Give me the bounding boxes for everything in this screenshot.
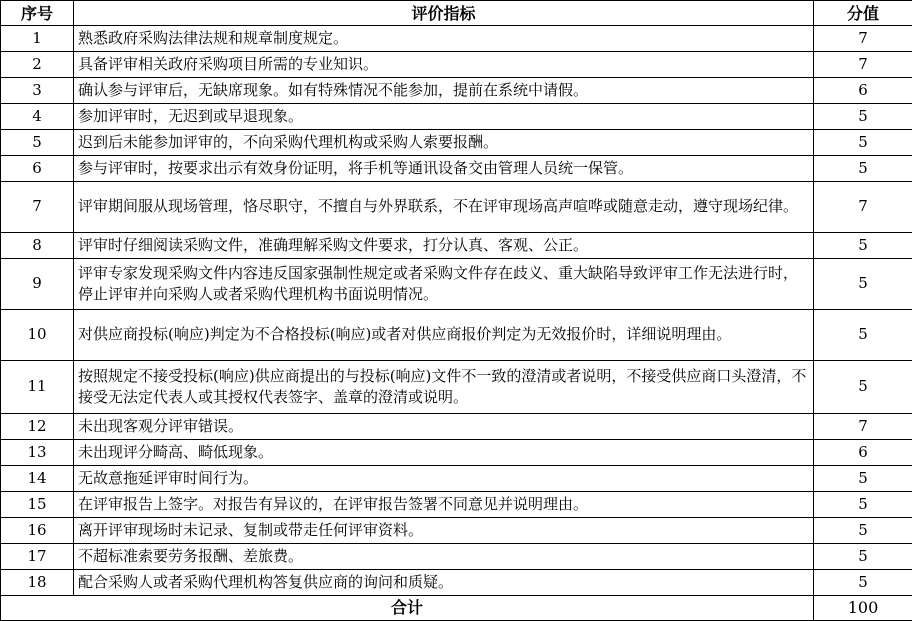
row-indicator: 具备评审相关政府采购项目所需的专业知识。: [74, 52, 814, 78]
row-no: 10: [1, 309, 74, 360]
row-score: 7: [814, 413, 912, 439]
table-row: [1, 360, 912, 413]
header-row: [1, 1, 912, 26]
row-no: 18: [1, 569, 74, 595]
row-score: 5: [814, 543, 912, 569]
row-score: 5: [814, 156, 912, 182]
row-score: 5: [814, 258, 912, 309]
row-score: 5: [814, 465, 912, 491]
table-row: [1, 182, 912, 233]
row-no: 12: [1, 413, 74, 439]
row-no: 7: [1, 182, 74, 233]
table-row: [1, 258, 912, 309]
row-indicator: 在评审报告上签字。对报告有异议的，在评审报告签署不同意见并说明理由。: [74, 491, 814, 517]
table-row: [1, 439, 912, 465]
row-no: 3: [1, 78, 74, 104]
row-indicator: 熟悉政府采购法律法规和规章制度规定。: [74, 26, 814, 52]
row-indicator: 无故意拖延评审时间行为。: [74, 465, 814, 491]
row-score: 5: [814, 360, 912, 413]
row-no: 4: [1, 104, 74, 130]
row-score: 5: [814, 491, 912, 517]
table-row: [1, 413, 912, 439]
row-indicator: 评审时仔细阅读采购文件，准确理解采购文件要求，打分认真、客观、公正。: [74, 232, 814, 258]
row-indicator: 参加评审时，无迟到或早退现象。: [74, 104, 814, 130]
row-indicator: 评审期间服从现场管理，恪尽职守，不擅自与外界联系，不在评审现场高声喧哗或随意走动，遵守现场纪律。: [74, 182, 814, 233]
row-score: 5: [814, 104, 912, 130]
row-indicator: 迟到后未能参加评审的，不向采购代理机构或采购人索要报酬。: [74, 130, 814, 156]
table-row: [1, 517, 912, 543]
row-no: 6: [1, 156, 74, 182]
row-score: 5: [814, 309, 912, 360]
table-row: [1, 232, 912, 258]
table-row: [1, 491, 912, 517]
row-indicator: 评审专家发现采购文件内容违反国家强制性规定或者采购文件存在歧义、重大缺陷导致评审工作无法进行时，停止评审并向采购人或者采购代理机构书面说明情况。: [74, 258, 814, 309]
header-indicator: 评价指标: [74, 1, 814, 26]
row-no: 14: [1, 465, 74, 491]
table-row: [1, 465, 912, 491]
row-score: 5: [814, 517, 912, 543]
row-indicator: 配合采购人或者采购代理机构答复供应商的询问和质疑。: [74, 569, 814, 595]
row-no: 13: [1, 439, 74, 465]
row-no: 9: [1, 258, 74, 309]
row-indicator: 未出现评分畸高、畸低现象。: [74, 439, 814, 465]
table-row: [1, 52, 912, 78]
table-row: [1, 78, 912, 104]
row-indicator: 未出现客观分评审错误。: [74, 413, 814, 439]
row-indicator: 参与评审时，按要求出示有效身份证明，将手机等通讯设备交由管理人员统一保管。: [74, 156, 814, 182]
total-label: 合计: [1, 595, 814, 620]
row-score: 6: [814, 439, 912, 465]
row-no: 11: [1, 360, 74, 413]
row-no: 17: [1, 543, 74, 569]
table-row: [1, 156, 912, 182]
row-indicator: 离开评审现场时未记录、复制或带走任何评审资料。: [74, 517, 814, 543]
row-indicator: 不超标准索要劳务报酬、差旅费。: [74, 543, 814, 569]
row-no: 1: [1, 26, 74, 52]
row-score: 5: [814, 569, 912, 595]
row-score: 7: [814, 52, 912, 78]
row-score: 6: [814, 78, 912, 104]
row-no: 2: [1, 52, 74, 78]
row-indicator: 按照规定不接受投标(响应)供应商提出的与投标(响应)文件不一致的澄清或者说明，不接受供应商口头澄清，不接受无法定代表人或其授权代表签字、盖章的澄清或说明。: [74, 360, 814, 413]
row-no: 16: [1, 517, 74, 543]
table-row: [1, 309, 912, 360]
row-indicator: 对供应商投标(响应)判定为不合格投标(响应)或者对供应商报价判定为无效报价时，详细说明理由。: [74, 309, 814, 360]
row-score: 7: [814, 182, 912, 233]
row-no: 15: [1, 491, 74, 517]
total-score: 100: [814, 595, 912, 620]
row-indicator: 确认参与评审后，无缺席现象。如有特殊情况不能参加，提前在系统中请假。: [74, 78, 814, 104]
header-score: 分值: [814, 1, 912, 26]
row-score: 5: [814, 232, 912, 258]
table-row: [1, 104, 912, 130]
row-no: 8: [1, 232, 74, 258]
row-score: 7: [814, 26, 912, 52]
row-score: 5: [814, 130, 912, 156]
table-row: [1, 543, 912, 569]
header-no: 序号: [1, 1, 74, 26]
total-row: [1, 595, 912, 620]
table-row: [1, 569, 912, 595]
table-row: [1, 130, 912, 156]
table-row: [1, 26, 912, 52]
row-no: 5: [1, 130, 74, 156]
